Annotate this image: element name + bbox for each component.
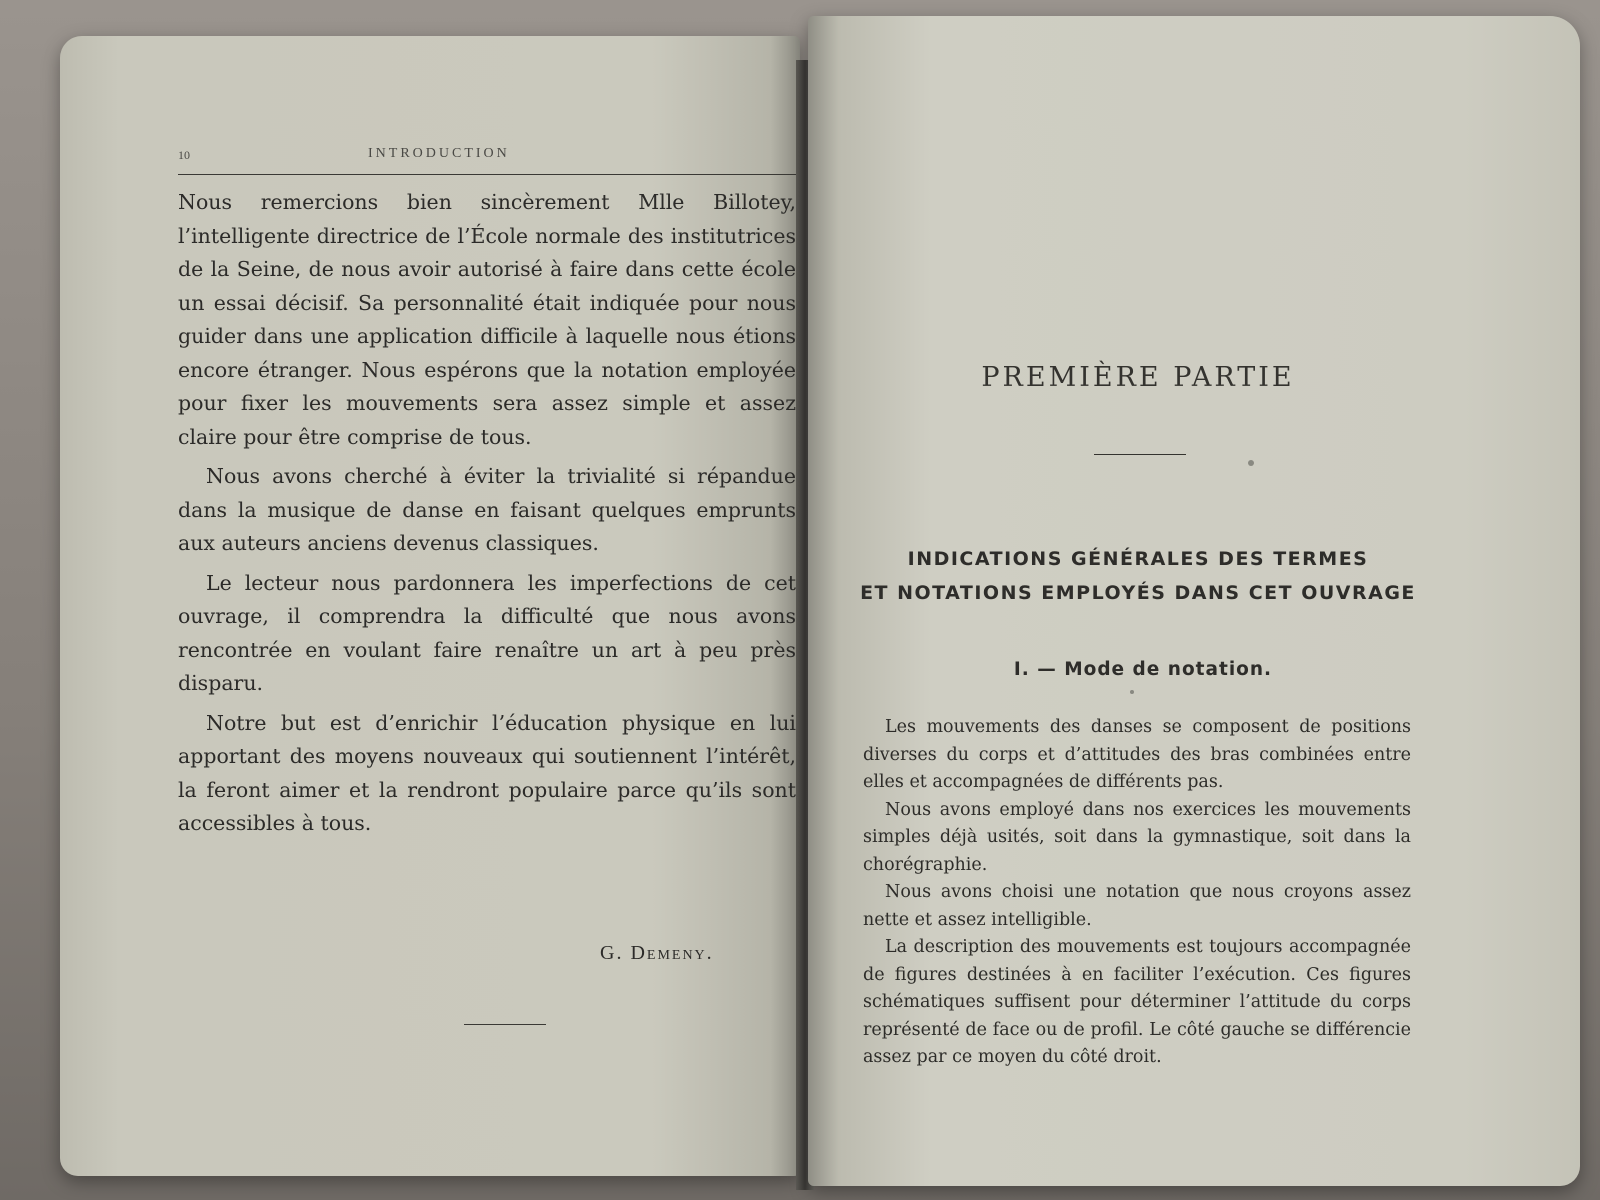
title-rule	[1094, 454, 1186, 455]
author-signature: G. Demeny.	[600, 942, 714, 964]
part-title: PREMIÈRE PARTIE	[981, 362, 1295, 393]
paragraph: Nous remercions bien sincèrement Mlle Billotey, l’intelligente directrice de l’École normale des institutrices de la Seine, de nous avoir autorisé à faire dans cette école un essai décisif. Sa personnalité était indiquée pour nous guider dans une application difficile à laquelle nous étions encore étranger. Nous espérons que la notation employée pour fixer les mouvements sera assez simple et assez claire pour être comprise de tous.	[178, 190, 796, 449]
running-head	[178, 144, 796, 175]
paragraph: Nous avons choisi une notation que nous croyons assez nette et assez intelligible.	[863, 882, 1411, 930]
paper-spot	[1130, 690, 1134, 694]
right-page	[808, 16, 1580, 1186]
introduction-text	[178, 186, 796, 847]
subheading: I. — Mode de notation.	[1013, 659, 1273, 680]
end-rule	[464, 1024, 546, 1025]
section-heading	[848, 542, 1428, 610]
left-page	[60, 36, 800, 1176]
paragraph: Nous avons employé dans nos exercices les mouvements simples déjà usités, soit dans la gymnastique, soit dans la chorégraphie.	[863, 799, 1411, 875]
section-heading-line: INDICATIONS GÉNÉRALES DES TERMES	[907, 548, 1369, 570]
section-heading-line: ET NOTATIONS EMPLOYÉS DANS CET OUVRAGE	[860, 582, 1416, 604]
paragraph: Notre but est d’enrichir l’éducation physique en lui apportant des moyens nouveaux qui soutiennent l’intérêt, la feront aimer et la rendront populaire parce qu’ils sont accessibles à tous.	[178, 710, 796, 835]
paper-spot	[1248, 460, 1254, 466]
paragraph: Les mouvements des danses se composent de positions diverses du corps et d’attitudes des bras combinées entre elles et accompagnées de différents pas.	[863, 717, 1411, 792]
notation-text	[863, 714, 1411, 1072]
page-number: 10	[178, 148, 190, 162]
paragraph: Nous avons cherché à éviter la trivialité si répandue dans la musique de danse en faisant quelques emprunts aux auteurs anciens devenus classiques.	[178, 464, 796, 555]
paragraph: Le lecteur nous pardonnera les imperfections de cet ouvrage, il comprendra la difficulté que nous avons rencontrée en voulant faire renaître un art à peu près disparu.	[178, 570, 796, 695]
running-title: INTRODUCTION	[368, 146, 510, 161]
paragraph: La description des mouvements est toujours accompagnée de figures destinées à en faciliter l’exécution. Ces figures schématiques suffisent pour déterminer l’attitude du corps représenté de face ou de profil. Le côté gauche se différencie assez par ce moyen du côté droit.	[863, 937, 1411, 1067]
